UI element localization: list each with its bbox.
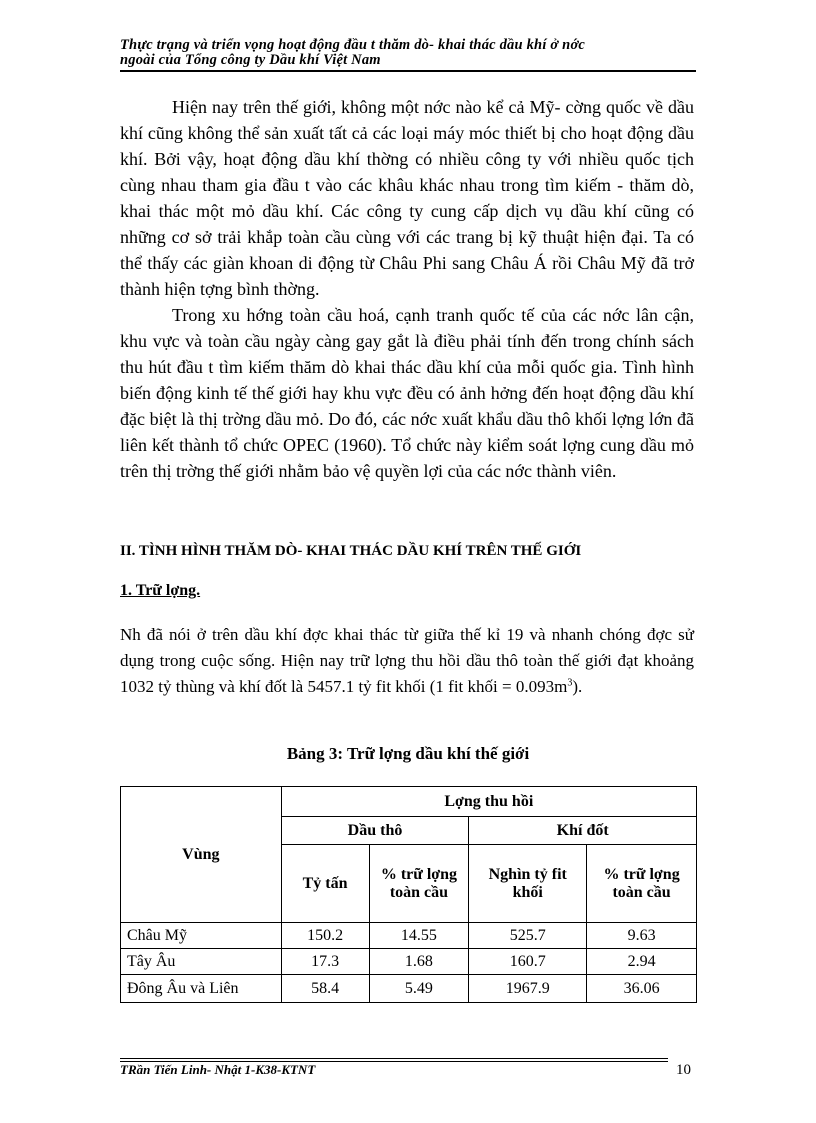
header-gas-pct: % trữ lợng toàn cầu xyxy=(587,845,697,923)
reserves-paragraph-text: Nh đã nói ở trên dầu khí đợc khai thác từ giữa thế kỉ 19 và nhanh chóng đợc sử dụng trong cuộc sống. Hiện nay trữ lợng thu hồi dầu thô toàn thế giới đạt khoảng 1032 tỷ thùng và khí đốt là 5457.1 tỷ fit khối (1 fit khối = 0.093m xyxy=(120,625,694,696)
cell-oil-pct: 14.55 xyxy=(369,923,469,949)
cell-oil-pct: 1.68 xyxy=(369,949,469,975)
reserves-paragraph-end: ). xyxy=(572,677,583,696)
cell-gas-pct: 2.94 xyxy=(587,949,697,975)
header-oil-tons: Tỷ tấn xyxy=(281,845,369,923)
cell-gas-pct: 36.06 xyxy=(587,975,697,1003)
header-line-1: Thực trạng và triển vọng hoạt động đầu t thăm dò- khai thác dầu khí ở nớc xyxy=(120,37,586,53)
header-gas: Khí đốt xyxy=(469,817,697,845)
cell-gas-pct: 9.63 xyxy=(587,923,697,949)
header-region: Vùng xyxy=(121,787,282,923)
cell-region: Đông Âu và Liên xyxy=(121,975,282,1003)
cell-oil-tons: 17.3 xyxy=(281,949,369,975)
reserves-paragraph xyxy=(120,622,694,700)
superscript-3: 3 xyxy=(567,677,573,689)
table-row xyxy=(121,923,697,949)
paragraph-2: Trong xu hớng toàn cầu hoá, cạnh tranh quốc tế của các nớc lân cận, khu vực và toàn cầu ngày càng gay gắt là điều phải tính đến trong chính sách thu hút đầu t tìm kiếm thăm dò khai thác dầu khí của mỗi quốc gia. Tình hình biến động kinh tế thế giới hay khu vực đều có ảnh hởng đến hoạt động dầu khí đặc biệt là thị trờng dầu mỏ. Do đó, các nớc xuất khẩu dầu thô khối lợng lớn đã liên kết thành tổ chức OPEC (1960). Tổ chức này kiểm soát lợng cung dầu mỏ trên thị trờng thế giới nhằm bảo vệ quyền lợi của các nớc thành viên. xyxy=(120,305,694,481)
header-line-2: ngoài của Tổng công ty Dầu khí Việt Nam xyxy=(120,52,381,68)
cell-region: Tây Âu xyxy=(121,949,282,975)
footer-divider xyxy=(120,1058,668,1059)
cell-region: Châu Mỹ xyxy=(121,923,282,949)
header-recoverable: Lợng thu hồi xyxy=(281,787,696,817)
header-gas-volume: Nghìn tỷ fit khối xyxy=(469,845,587,923)
table-caption: Bảng 3: Trữ lợng dầu khí thế giới xyxy=(286,744,530,763)
section-title: II. TÌNH HÌNH THĂM DÒ- KHAI THÁC DẦU KHÍ TRÊN THẾ GIỚI xyxy=(120,543,582,559)
table-row xyxy=(121,949,697,975)
body-text xyxy=(120,94,694,484)
cell-gas-volume: 160.7 xyxy=(469,949,587,975)
footer-author: TRần Tiến Linh- Nhật 1-K38-KTNT xyxy=(120,1062,316,1077)
running-header xyxy=(120,38,696,72)
cell-gas-volume: 1967.9 xyxy=(469,975,587,1003)
cell-oil-pct: 5.49 xyxy=(369,975,469,1003)
header-oil-pct: % trữ lợng toàn cầu xyxy=(369,845,469,923)
paragraph-1: Hiện nay trên thế giới, không một nớc nào kể cả Mỹ- cờng quốc về dầu khí cũng không thể sản xuất tất cả các loại máy móc thiết bị cho hoạt động dầu khí. Bởi vậy, hoạt động dầu khí thờng có nhiều công ty với nhiều quốc tịch cùng nhau tham gia đầu t vào các khâu khác nhau trong tìm kiếm - thăm dò, khai thác một mỏ dầu khí. Các công ty cung cấp dịch vụ dầu khí cũng có những cơ sở trải khắp toàn cầu cùng với các trang bị kỹ thuật hiện đại. Ta có thể thấy các giàn khoan di động từ Châu Phi sang Châu Á rồi Châu Mỹ đã trở thành hiện tợng bình thờng. xyxy=(120,97,694,299)
cell-oil-tons: 58.4 xyxy=(281,975,369,1003)
page-number: 10 xyxy=(676,1062,691,1078)
cell-gas-volume: 525.7 xyxy=(469,923,587,949)
subsection-title: 1. Trữ lợng. xyxy=(120,582,201,599)
reserves-table xyxy=(120,786,697,1003)
table-row xyxy=(121,975,697,1003)
header-oil: Dầu thô xyxy=(281,817,469,845)
cell-oil-tons: 150.2 xyxy=(281,923,369,949)
